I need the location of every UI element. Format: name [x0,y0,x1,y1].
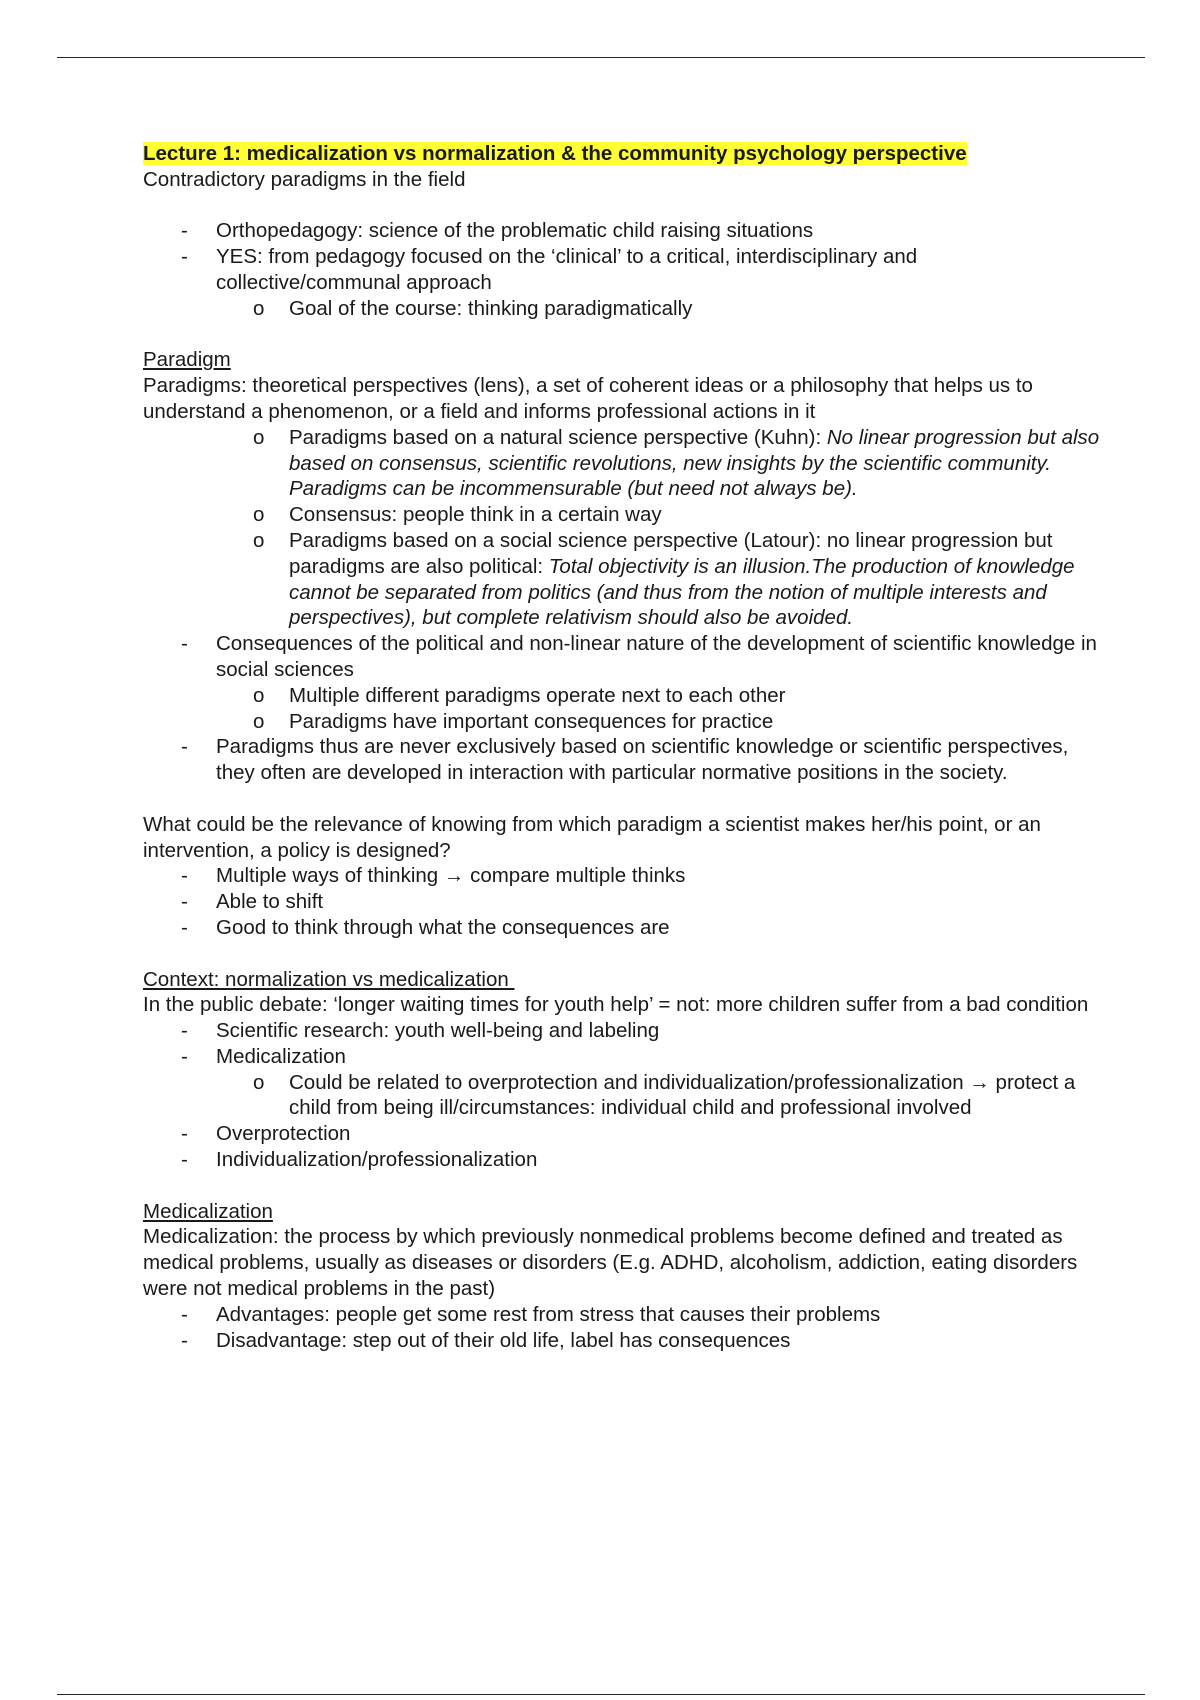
paradigm-sub-bullet: o Paradigms based on a natural science perspective (Kuhn): No linear progression but also based on consensus, scientific revolutions, new insights by the scientific community. Paradigms can be incommensurable (but need not always be). [253,425,1100,501]
paradigm-bullet: - Paradigms thus are never exclusively based on scientific knowledge or scientific perspectives, they often are developed in interaction with particular normative positions in the society. [143,734,1103,786]
top-rule [57,57,1145,58]
context-bullet: - Scientific research: youth well-being and labeling [143,1018,1103,1044]
subtitle: Contradictory paradigms in the field [143,167,466,191]
paradigm-bullet: - Consequences of the political and non-linear nature of the development of scientific knowledge in social sciences [143,631,1103,683]
context-bullet: - Overprotection [143,1121,1103,1147]
context-debate: In the public debate: ‘longer waiting times for youth help’ = not: more children suffer from a bad condition [143,993,1089,1017]
intro-bullet: - YES: from pedagogy focused on the ‘clinical’ to a critical, interdisciplinary and collective/communal approach [143,244,1103,296]
paradigm-heading: Paradigm [143,348,231,372]
medicalization-heading: Medicalization [143,1199,273,1223]
intro-sub-bullet: o Goal of the course: thinking paradigmatically [253,296,693,320]
context-bullet: - Individualization/professionalization [143,1147,1103,1173]
bottom-rule [57,1694,1145,1695]
relevance-bullet: - Multiple ways of thinking → compare multiple thinks [143,863,1103,889]
medicalization-definition: Medicalization: the process by which previously nonmedical problems become defined and treated as medical problems, usually as diseases or disorders (E.g. ADHD, alcoholism, addiction, eating disorders were not medical problems in the past) [143,1225,1078,1301]
context-sub-bullet: o Could be related to overprotection and individualization/professionalization → protect a child from being ill/circumstances: individual child and professional involved [253,1070,1076,1120]
paradigm-sub-bullet: o Paradigms have important consequences for practice [253,709,774,733]
lecture-title: Lecture 1: medicalization vs normalization & the community psychology perspective [143,142,967,165]
context-bullet: - Medicalization [143,1044,1103,1070]
intro-bullet: - Orthopedagogy: science of the problematic child raising situations [143,218,1103,244]
context-heading: Context: normalization vs medicalization [143,967,515,991]
medicalization-bullet: - Advantages: people get some rest from stress that causes their problems [143,1302,1103,1328]
relevance-bullet: - Able to shift [143,889,1103,915]
document-page [143,141,1103,1353]
paradigm-sub-bullet: o Multiple different paradigms operate next to each other [253,683,786,707]
medicalization-bullet: - Disadvantage: step out of their old life, label has consequences [143,1328,1103,1354]
paradigm-sub-bullet: o Consensus: people think in a certain way [253,503,662,527]
paradigm-sub-bullet: o Paradigms based on a social science perspective (Latour): no linear progression but paradigms are also political: Total objectivity is an illusion.The production of knowledge cannot be separated from politics (and thus from the notion of multiple interests and perspectives), but complete relativism should also be avoided. [253,528,1075,630]
relevance-bullet: - Good to think through what the consequences are [143,915,1103,941]
relevance-question: What could be the relevance of knowing from which paradigm a scientist makes her/his point, or an intervention, a policy is designed? [143,812,1041,862]
paradigm-definition: Paradigms: theoretical perspectives (lens), a set of coherent ideas or a philosophy that helps us to understand a phenomenon, or a field and informs professional actions in it [143,374,1033,423]
